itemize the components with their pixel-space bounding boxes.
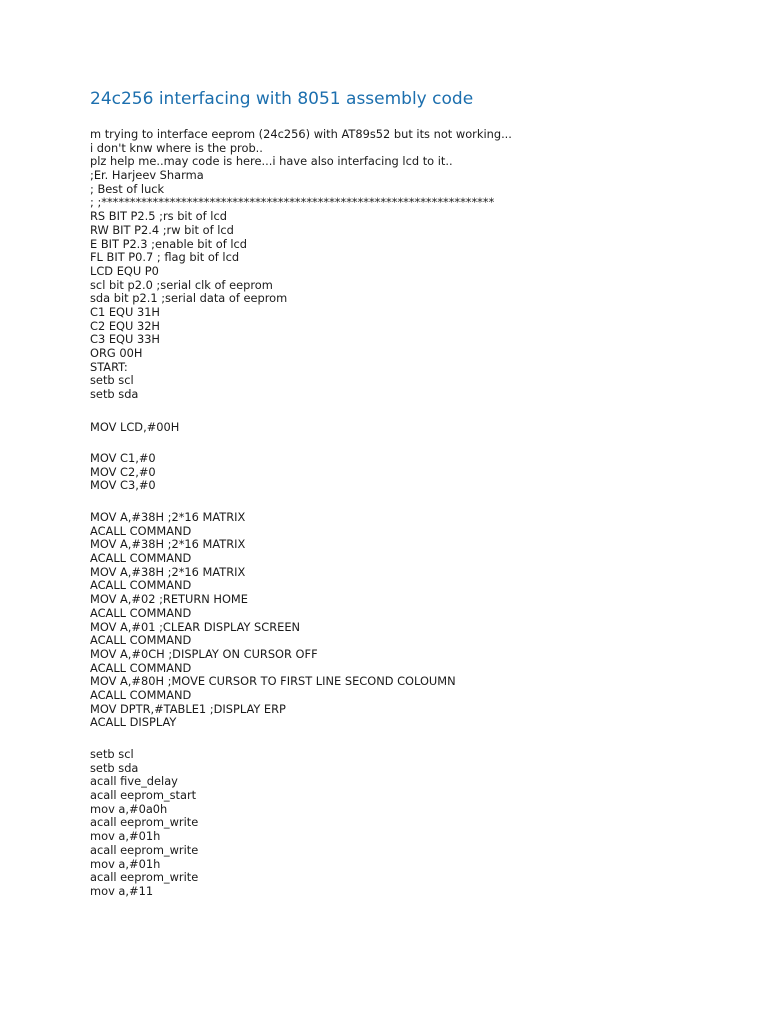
code-line: acall eeprom_start xyxy=(90,788,197,803)
code-line: ACALL COMMAND xyxy=(90,605,192,620)
code-line: RW BIT P2.4 ;rw bit of lcd xyxy=(90,222,234,237)
code-line: MOV A,#0CH ;DISPLAY ON CURSOR OFF xyxy=(90,646,318,661)
code-line: ; Best of luck xyxy=(90,181,165,196)
code-line: ACALL DISPLAY xyxy=(90,715,177,730)
code-line: ACALL COMMAND xyxy=(90,523,192,538)
code-line: MOV A,#02 ;RETURN HOME xyxy=(90,592,248,607)
code-line: MOV C3,#0 xyxy=(90,478,156,493)
code-line: C1 EQU 31H xyxy=(90,304,161,319)
code-line: START: xyxy=(90,359,128,374)
counter-init-block xyxy=(90,452,156,493)
code-line: setb scl xyxy=(90,373,134,388)
code-line: RS BIT P2.5 ;rs bit of lcd xyxy=(90,209,227,224)
code-line: MOV A,#80H ;MOVE CURSOR TO FIRST LINE SECOND COLOUMN xyxy=(90,674,456,689)
code-line: MOV C1,#0 xyxy=(90,451,156,465)
eeprom-write-block xyxy=(90,748,198,899)
code-line: C3 EQU 33H xyxy=(90,332,161,347)
code-line: acall eeprom_write xyxy=(90,842,199,857)
code-line: setb sda xyxy=(90,387,139,402)
code-line: ACALL COMMAND xyxy=(90,578,192,593)
code-line: C2 EQU 32H xyxy=(90,318,161,333)
code-line: mov a,#11 xyxy=(90,883,154,898)
code-line: E BIT P2.3 ;enable bit of lcd xyxy=(90,236,247,251)
lcd-init-block xyxy=(90,421,179,435)
code-line: MOV A,#38H ;2*16 MATRIX xyxy=(90,564,246,579)
code-line: scl bit p2.0 ;serial clk of eeprom xyxy=(90,277,273,292)
code-line: ACALL COMMAND xyxy=(90,687,192,702)
code-line: acall eeprom_write xyxy=(90,815,199,830)
code-line: m trying to interface eeprom (24c256) with AT89s52 but its not working... xyxy=(90,127,512,141)
code-line: MOV DPTR,#TABLE1 ;DISPLAY ERP xyxy=(90,701,286,716)
code-line: setb scl xyxy=(90,747,134,761)
code-line: i don't knw where is the prob.. xyxy=(90,140,263,155)
code-line: sda bit p2.1 ;serial data of eeprom xyxy=(90,291,288,306)
page-title: 24c256 interfacing with 8051 assembly code xyxy=(90,89,474,109)
intro-and-declarations-block xyxy=(90,128,512,402)
code-line: setb sda xyxy=(90,760,139,775)
code-line: MOV C2,#0 xyxy=(90,464,156,479)
code-line: ; ;********************************************************************* xyxy=(90,195,495,210)
code-line: ORG 00H xyxy=(90,346,143,360)
code-line: acall eeprom_write xyxy=(90,870,199,885)
lcd-command-block xyxy=(90,511,456,730)
code-line: MOV LCD,#00H xyxy=(90,420,180,434)
code-line: FL BIT P0.7 ; flag bit of lcd xyxy=(90,250,240,265)
code-line: MOV A,#38H ;2*16 MATRIX xyxy=(90,537,246,552)
code-line: ;Er. Harjeev Sharma xyxy=(90,168,204,183)
code-line: MOV A,#01 ;CLEAR DISPLAY SCREEN xyxy=(90,619,301,634)
code-line: plz help me..may code is here...i have also interfacing lcd to it.. xyxy=(90,154,453,169)
code-line: mov a,#01h xyxy=(90,856,161,871)
code-line: ACALL COMMAND xyxy=(90,660,192,675)
code-line: mov a,#0a0h xyxy=(90,801,168,816)
code-line: ACALL COMMAND xyxy=(90,633,192,648)
code-line: MOV A,#38H ;2*16 MATRIX xyxy=(90,510,246,524)
code-line: acall five_delay xyxy=(90,774,178,789)
code-line: mov a,#01h xyxy=(90,829,161,844)
code-line: LCD EQU P0 xyxy=(90,263,159,278)
code-line: ACALL COMMAND xyxy=(90,551,192,566)
